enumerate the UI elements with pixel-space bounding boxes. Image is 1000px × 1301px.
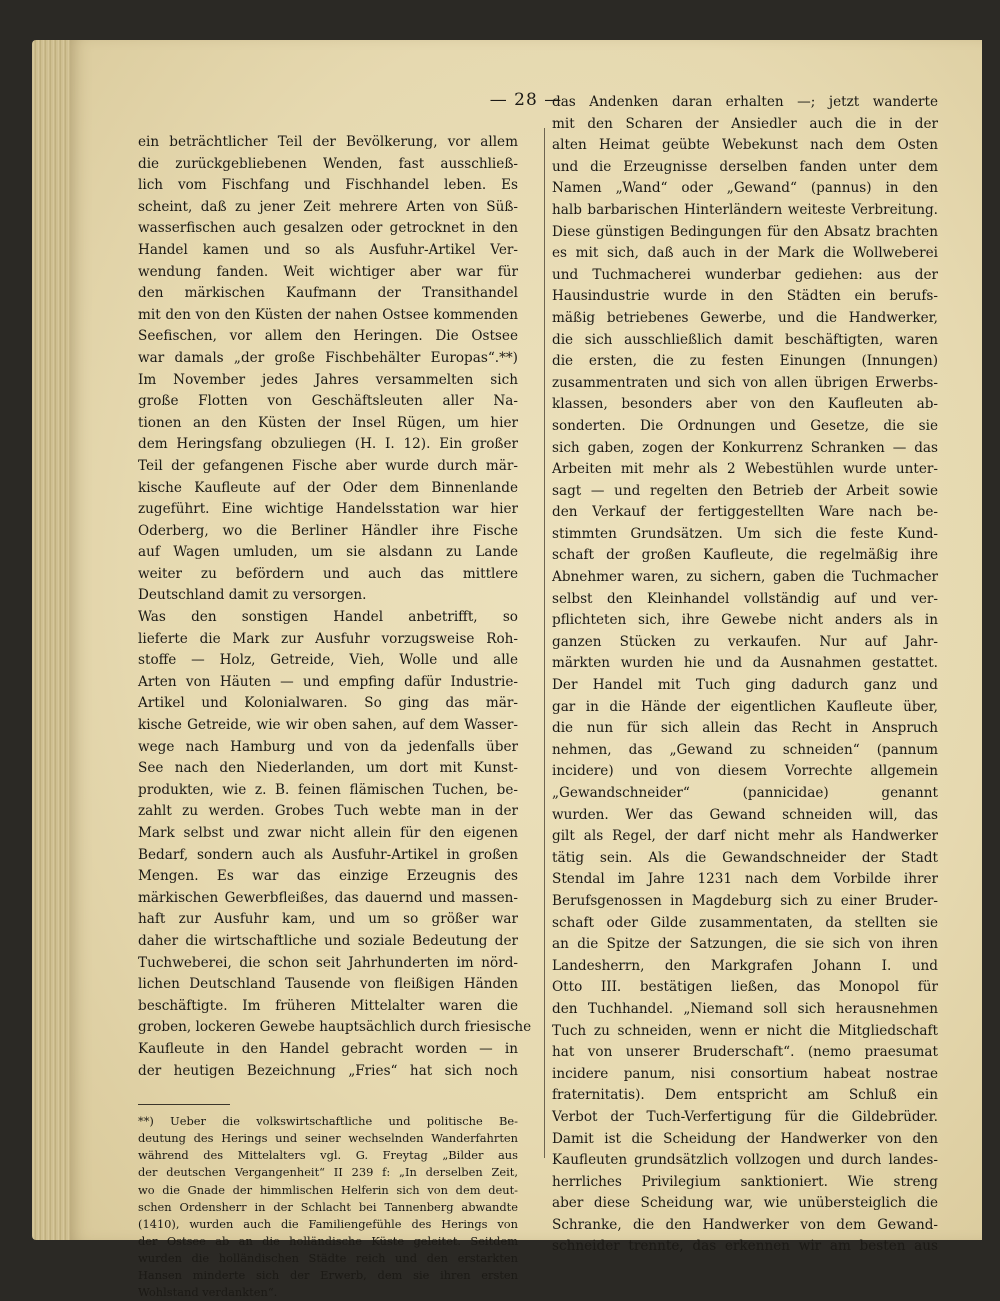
right-column-line: die ersten, die zu festen Einungen (Innungen): [552, 353, 938, 370]
page-sheet: [70, 40, 982, 1300]
right-column-line: gilt als Regel, der darf nicht mehr als Handwerker: [552, 828, 938, 845]
footnote-line: wo die Gnade der himmlischen Helferin sich von dem deut-: [138, 1182, 518, 1197]
right-column-line: Damit ist die Scheidung der Handwerker von den: [552, 1130, 938, 1147]
right-column-line: Verbot der Tuch-Verfertigung für die Gildebrüder.: [552, 1108, 938, 1125]
right-column-line: Abnehmer waren, zu sichern, gaben die Tuchmacher: [552, 569, 938, 586]
right-column-line: halb barbarischen Hinterländern weiteste Verbreitung.: [552, 201, 938, 218]
right-column-line: sonderten. Die Ordnungen und Gesetze, die sie: [552, 417, 938, 434]
right-column-line: tätig sein. Als die Gewandschneider der Stadt: [552, 849, 938, 866]
left-column-line: haft zur Ausfuhr kam, und um so größer war: [138, 911, 518, 928]
right-column-line: Tuch zu schneiden, wenn er nicht die Mitgliedschaft: [552, 1022, 938, 1039]
right-column-line: klassen, besonders aber von den Kaufleuten ab-: [552, 396, 938, 413]
left-column-line: Tuchweberei, die schon seit Jahrhunderten im nörd-: [138, 954, 518, 971]
right-column-line: es mit sich, daß auch in der Mark die Wollweberei: [552, 245, 938, 262]
left-column-line: Artikel und Kolonialwaren. So ging das mär-: [138, 695, 518, 712]
right-column-line: mit den Scharen der Ansiedler auch die in der: [552, 115, 938, 132]
right-column-line: den Verkauf der fertiggestellten Ware nach be-: [552, 504, 938, 521]
right-column-line: die nun für sich allein das Recht in Anspruch: [552, 720, 938, 737]
page-number: — 28 —: [489, 90, 563, 110]
right-column-line: Landesherrn, den Markgrafen Johann I. und: [552, 957, 938, 974]
footnote: [138, 1113, 518, 1301]
right-column-line: Diese günstigen Bedingungen für den Absatz brachten: [552, 223, 938, 240]
left-column-body: [138, 132, 532, 1082]
left-column-line: lichen Deutschland Tausende von fleißigen Händen: [138, 976, 518, 993]
right-column-line: den Tuchhandel. „Niemand soll sich herausnehmen: [552, 1000, 938, 1017]
left-column-line: Seefischen, vor allem den Heringen. Die Ostsee: [138, 328, 518, 345]
right-column-line: zusammentraten und sich von allen übrigen Erwerbs-: [552, 374, 938, 391]
left-column-line: wasserfischen auch gesalzen oder getrocknet in den: [138, 220, 518, 237]
left-column-line: produkten, wie z. B. feinen flämischen Tuchen, be-: [138, 781, 518, 798]
right-column-body: [552, 92, 938, 1258]
left-column-line: beschäftigte. Im früheren Mittelalter waren die: [138, 997, 518, 1014]
right-column-line: mäßig betriebenes Gewerbe, und die Handwerker,: [552, 309, 938, 326]
left-column-line: scheint, daß zu jener Zeit mehrere Arten von Süß-: [138, 198, 518, 215]
left-column-line: kische Kaufleute auf der Oder dem Binnenlande: [138, 479, 518, 496]
right-column-line: gar in die Hände der eigentlichen Kaufleute über,: [552, 698, 938, 715]
left-column-line: Im November jedes Jahres versammelten sich: [138, 371, 518, 388]
left-column-line: stoffe — Holz, Getreide, Vieh, Wolle und alle: [138, 652, 518, 669]
right-column: [552, 92, 938, 1258]
left-column-line: Oderberg, wo die Berliner Händler ihre Fische: [138, 522, 518, 539]
left-column-line: zahlt zu werden. Grobes Tuch webte man in der: [138, 803, 518, 820]
right-column-line: Stendal im Jahre 1231 nach dem Vorbilde ihrer: [552, 871, 938, 888]
footnote-line: während des Mittelalters vgl. G. Freytag „Bilder aus: [138, 1148, 518, 1163]
right-column-line: nehmen, das „Gewand zu schneiden“ (pannum: [552, 741, 938, 758]
right-column-line: märkten wurden hie und da Ausnahmen gestattet.: [552, 655, 938, 672]
left-column-line: auf Wagen umluden, um sie alsdann zu Lande: [138, 544, 518, 561]
right-column-line: Namen „Wand“ oder „Gewand“ (pannus) in den: [552, 180, 938, 197]
left-column-line: Bedarf, sondern auch als Ausfuhr-Artikel in großen: [138, 846, 518, 863]
left-column-line: kische Getreide, wie wir oben sahen, auf dem Wasser-: [138, 717, 518, 734]
left-column: [138, 132, 532, 1301]
left-column-line: weiter zu befördern und auch das mittlere: [138, 565, 518, 582]
left-column-line: der heutigen Bezeichnung „Fries“ hat sich noch: [138, 1062, 518, 1079]
footnote-line: deutung des Herings und seiner wechselnden Wanderfahrten: [138, 1131, 518, 1146]
right-column-line: stimmten Grundsätzen. Um sich die feste Kund-: [552, 525, 938, 542]
right-column-line: und Tuchmacherei wunderbar gediehen: aus der: [552, 266, 938, 283]
left-column-line: wendung fanden. Weit wichtiger aber war für: [138, 263, 518, 280]
right-column-line: Berufsgenossen in Magdeburg sich zu einer Bruder-: [552, 892, 938, 909]
right-column-line: Otto III. bestätigen ließen, das Monopol für: [552, 979, 938, 996]
left-column-line: Deutschland damit zu versorgen.: [138, 587, 367, 604]
right-column-line: alten Heimat geübte Webekunst nach dem Osten: [552, 137, 938, 154]
right-column-line: ganzen Stücken zu verkaufen. Nur auf Jahr-: [552, 633, 938, 650]
footnote-line: Hansen minderte sich der Erwerb, dem sie ihren ersten: [138, 1267, 518, 1282]
left-column-line: lich vom Fischfang und Fischhandel leben. Es: [138, 177, 518, 194]
footnote-line: der deutschen Vergangenheit“ II 239 f: „In derselben Zeit,: [138, 1165, 518, 1180]
right-column-line: die sich ausschließlich damit beschäftigten, waren: [552, 331, 938, 348]
left-column-line: Teil der gefangenen Fische aber wurde durch mär-: [138, 457, 518, 474]
left-column-line: Handel kamen und so als Ausfuhr-Artikel Ver-: [138, 241, 518, 258]
right-column-line: „Gewandschneider“ (pannicidae) genannt: [552, 785, 938, 801]
left-column-line: lieferte die Mark zur Ausfuhr vorzugsweise Roh-: [138, 630, 518, 647]
footnote-line: Wohlstand verdankten“.: [138, 1285, 278, 1300]
left-column-line: ein beträchtlicher Teil der Bevölkerung, vor allem: [138, 134, 518, 150]
left-column-line: die zurückgebliebenen Wenden, fast ausschließ-: [138, 155, 518, 172]
left-column-line: märkischen Gewerbfleißes, das dauernd und massen-: [138, 889, 518, 906]
left-column-line: dem Heringsfang obzuliegen (H. I. 12). Ein großer: [138, 436, 518, 453]
left-column-line: See nach den Niederlanden, um dort mit Kunst-: [138, 760, 518, 777]
right-column-line: das Andenken daran erhalten —; jetzt wanderte: [552, 94, 938, 110]
left-column-line: tionen an den Küsten der Insel Rügen, um hier: [138, 414, 518, 431]
left-column-line: Kaufleute in den Handel gebracht worden — in: [138, 1040, 518, 1057]
left-column-line: Mengen. Es war das einzige Erzeugnis des: [138, 868, 518, 885]
left-column-line: Was den sonstigen Handel anbetrifft, so: [138, 609, 518, 626]
right-column-line: hat von unserer Bruderschaft“. (nemo praesumat: [552, 1044, 938, 1061]
left-column-line: den märkischen Kaufmann der Transithandel: [138, 285, 518, 302]
left-column-line: daher die wirtschaftliche und soziale Bedeutung der: [138, 932, 518, 949]
right-column-line: aber diese Scheidung war, wie unübersteiglich die: [552, 1195, 938, 1212]
right-column-line: sagt — und regelten den Betrieb der Arbeit sowie: [552, 482, 938, 499]
column-divider: [544, 128, 545, 1158]
right-column-line: und die Erzeugnisse derselben fanden unter dem: [552, 158, 938, 175]
left-column-line: Arten von Häuten — und empfing dafür Industrie-: [138, 673, 518, 690]
left-column-line: groben, lockeren Gewebe hauptsächlich durch friesische: [138, 1019, 532, 1036]
left-column-line: große Flotten von Geschäftsleuten aller Na-: [138, 393, 518, 410]
right-column-line: schaft oder Gilde zusammentaten, da stellten sie: [552, 914, 938, 931]
right-column-line: selbst den Kleinhandel vollständig auf und ver-: [552, 590, 938, 607]
left-column-line: wege nach Hamburg und von da jedenfalls über: [138, 738, 518, 755]
right-column-line: Kaufleuten grundsätzlich vollzogen und durch landes-: [552, 1152, 938, 1169]
right-column-line: an die Spitze der Satzungen, die sie sich von ihren: [552, 936, 938, 953]
right-column-line: herrliches Privilegium sanktioniert. Wie streng: [552, 1173, 938, 1190]
right-column-line: incidere panum, nisi consortium habeat nostrae: [552, 1065, 938, 1082]
left-column-line: war damals „der große Fischbehälter Europas“.**): [138, 349, 518, 366]
right-column-line: fraternitatis). Dem entspricht am Schluß ein: [552, 1087, 938, 1104]
footnote-line: (1410), wurden auch die Familiengefühle des Herings von: [138, 1216, 518, 1231]
left-column-line: zugeführt. Eine wichtige Handelsstation war hier: [138, 501, 518, 518]
right-column-line: Arbeiten mit mehr als 2 Webestühlen wurde unter-: [552, 461, 938, 478]
right-column-line: Schranke, die den Handwerker von dem Gewand-: [552, 1216, 938, 1233]
footnote-line: wurden die holländischen Städte reich und den erstarkten: [138, 1250, 518, 1265]
left-column-line: mit den von den Küsten der nahen Ostsee kommenden: [138, 306, 518, 323]
footnote-line: der Ostsee ab an die holländische Küste geleitet. Seitdem: [138, 1233, 518, 1248]
right-column-line: wurden. Wer das Gewand schneiden will, das: [552, 806, 938, 823]
footnote-line: schen Ordensherr in der Schlacht bei Tannenberg abwandte: [138, 1199, 518, 1214]
right-column-line: schaft der großen Kaufleute, die regelmäßig ihre: [552, 547, 938, 564]
right-column-line: schneider trennte, das erkennen wir am besten aus: [552, 1238, 938, 1255]
footnote-line: **) Ueber die volkswirtschaftliche und politische Be-: [138, 1114, 518, 1129]
right-column-line: pflichteten sich, ihre Gewebe nicht anders als in: [552, 612, 938, 629]
right-column-line: Der Handel mit Tuch ging dadurch ganz und: [552, 677, 938, 694]
right-column-line: Hausindustrie wurde in den Städten ein berufs-: [552, 288, 938, 305]
footnote-separator: [138, 1104, 230, 1105]
right-column-line: incidere) und von diesem Vorrechte allgemein: [552, 763, 938, 780]
left-column-line: Mark selbst und zwar nicht allein für den eigenen: [138, 825, 518, 841]
right-column-line: sich gaben, zogen der Konkurrenz Schranken — das: [552, 439, 938, 456]
